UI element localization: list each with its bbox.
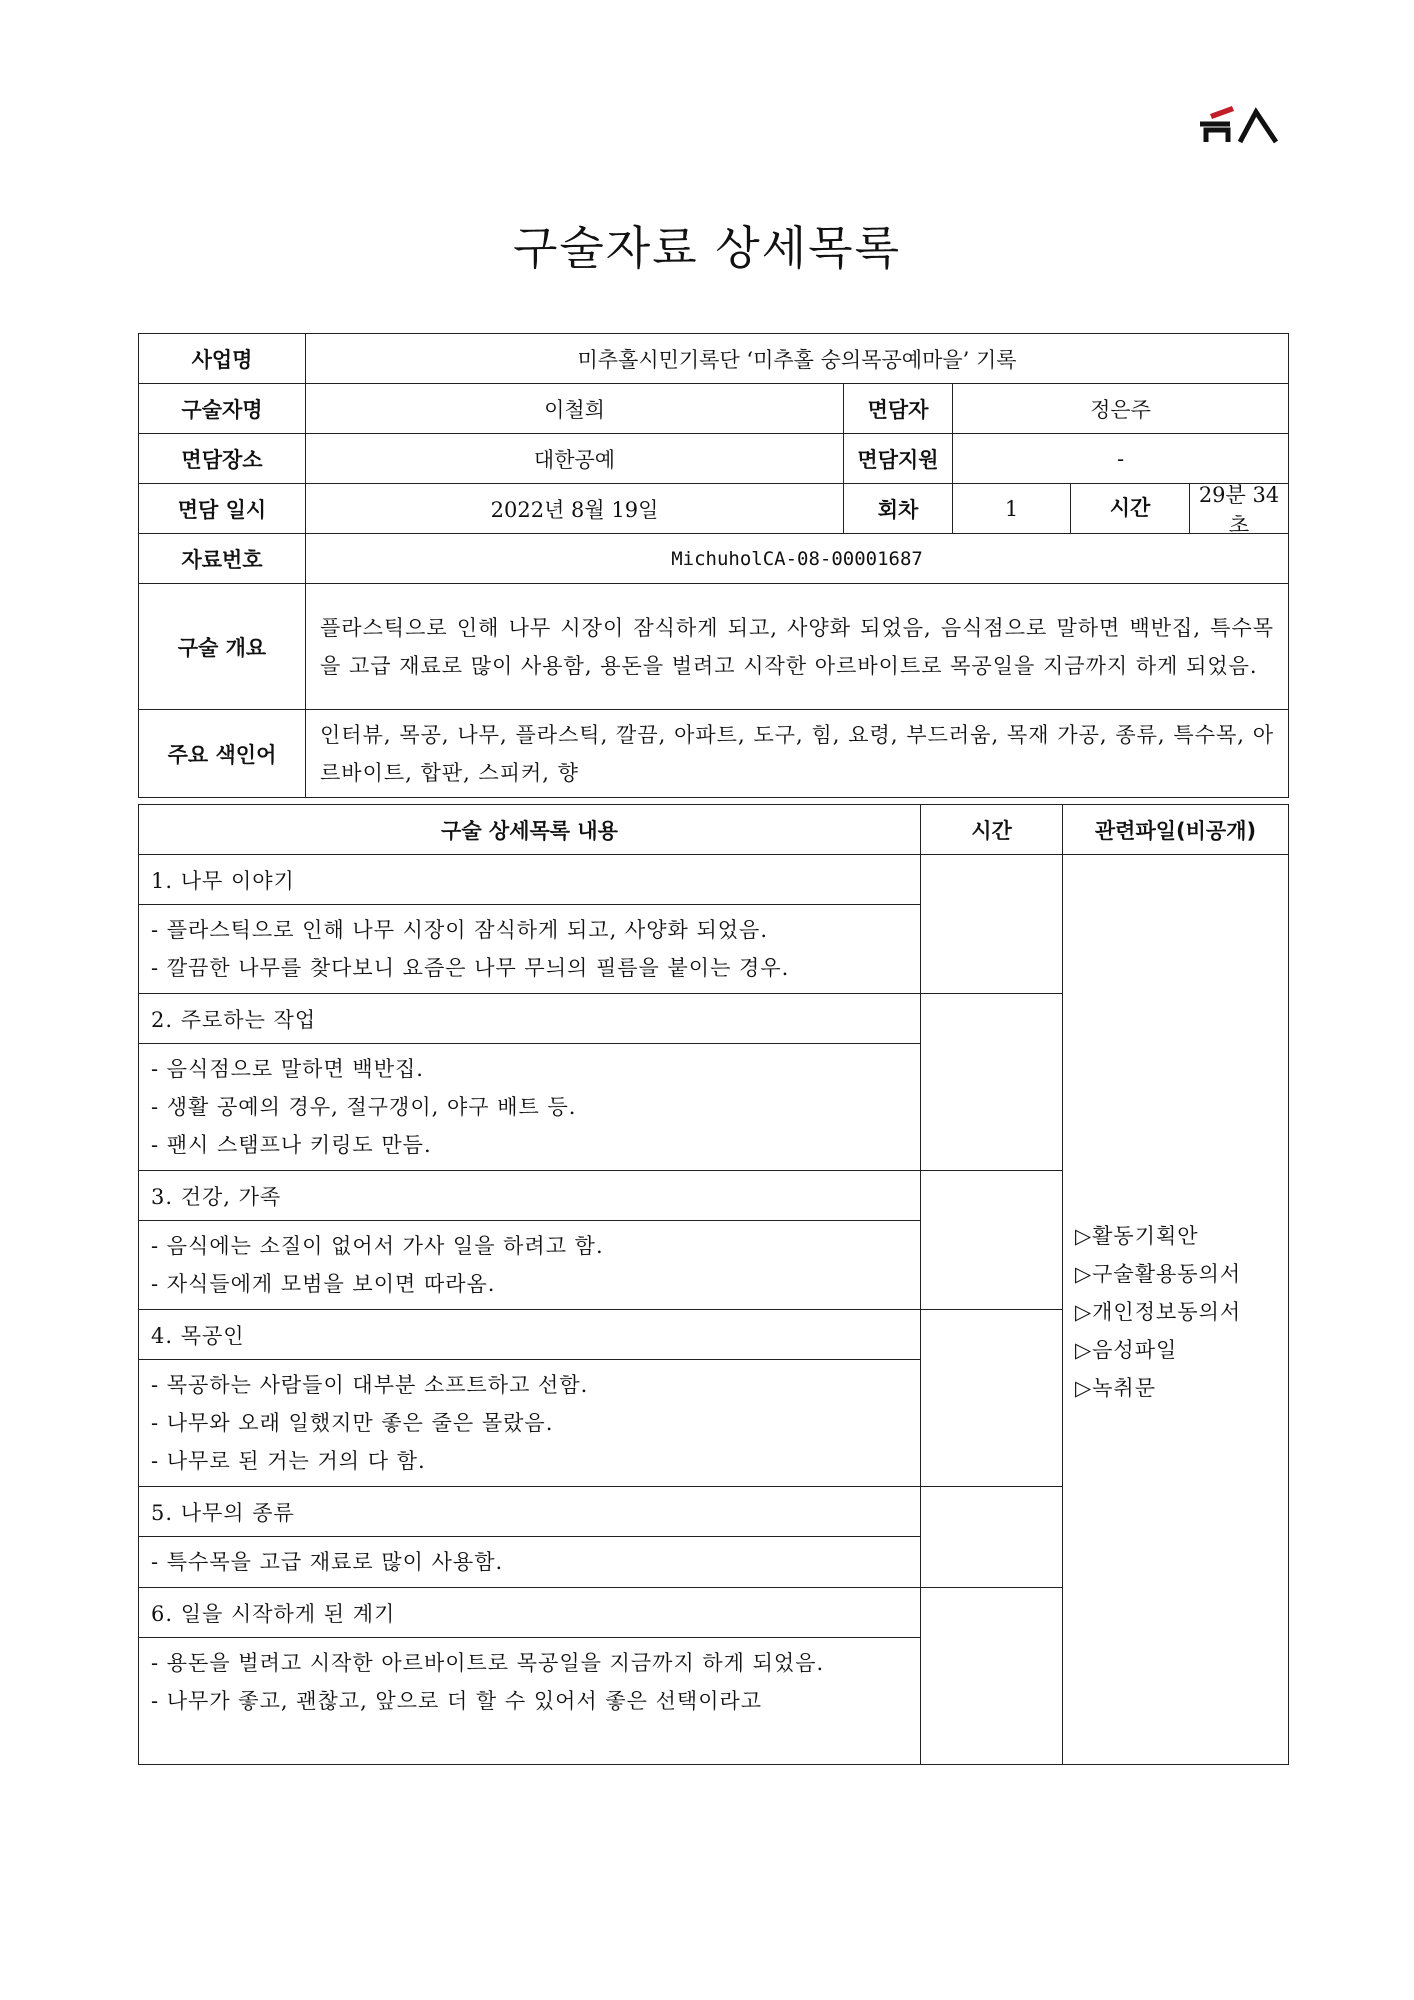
- section-time: [921, 1310, 1063, 1487]
- file-item: ▷개인정보동의서: [1075, 1300, 1242, 1324]
- date-value: 2022년 8월 19일: [306, 484, 844, 534]
- section-title: 2. 주로하는 작업: [139, 994, 921, 1044]
- date-label: 면담 일시: [139, 484, 306, 534]
- section-title: 3. 건강, 가족: [139, 1171, 921, 1221]
- record-id-label: 자료번호: [139, 534, 306, 584]
- section-details: [139, 1537, 921, 1588]
- interviewer-label: 면담자: [844, 384, 953, 434]
- detail-line: - 생활 공예의 경우, 절구갱이, 야구 배트 등.: [151, 1095, 577, 1119]
- project-value: 미추홀시민기록단 ‘미추홀 숭의목공예마을’ 기록: [306, 334, 1289, 384]
- section-details: [139, 1221, 921, 1310]
- section-time: [921, 1171, 1063, 1310]
- detail-line: - 나무로 된 거는 거의 다 함.: [151, 1449, 426, 1473]
- cultural-archive-logo: [1196, 104, 1280, 144]
- detail-line: - 자식들에게 모범을 보이면 따라옴.: [151, 1272, 496, 1296]
- summary-value: 플라스틱으로 인해 나무 시장이 잠식하게 되고, 사양화 되었음, 음식점으로 말하면 백반집, 특수목을 고급 재료로 많이 사용함, 용돈을 벌려고 시작한 아르바이트로 목공일을 지금까지 하게 되었음.: [306, 584, 1289, 710]
- file-item: ▷녹취문: [1075, 1376, 1157, 1400]
- detail-line: - 음식에는 소질이 없어서 가사 일을 하려고 함.: [151, 1234, 604, 1258]
- detail-line: - 플라스틱으로 인해 나무 시장이 잠식하게 되고, 사양화 되었음.: [151, 918, 768, 942]
- session-value: 1: [953, 484, 1071, 534]
- support-label: 면담지원: [844, 434, 953, 484]
- document-title: 구술자료 상세목록: [512, 221, 902, 275]
- narrator-label: 구술자명: [139, 384, 306, 434]
- section-title: 6. 일을 시작하게 된 계기: [139, 1588, 921, 1638]
- keywords-label: 주요 색인어: [139, 710, 306, 798]
- section-time: [921, 1588, 1063, 1765]
- detail-line: - 나무가 좋고, 괜찮고, 앞으로 더 할 수 있어서 좋은 선택이라고: [151, 1689, 763, 1713]
- details-time-header: 시간: [921, 805, 1063, 855]
- detail-line: - 팬시 스탬프나 키링도 만듬.: [151, 1133, 432, 1157]
- file-item: ▷구술활용동의서: [1075, 1262, 1242, 1286]
- project-label: 사업명: [139, 334, 306, 384]
- duration-label: 시간: [1071, 484, 1190, 533]
- details-content-header: 구술 상세목록 내용: [139, 805, 921, 855]
- related-files-cell: [1063, 855, 1289, 1765]
- summary-label: 구술 개요: [139, 584, 306, 710]
- details-files-header: 관련파일(비공개): [1063, 805, 1289, 855]
- interviewer-value: 정은주: [953, 384, 1289, 434]
- section-time: [921, 994, 1063, 1171]
- session-label: 회차: [844, 484, 953, 534]
- record-id-value: MichuholCA-08-00001687: [306, 534, 1289, 584]
- keywords-value: 인터뷰, 목공, 나무, 플라스틱, 깔끔, 아파트, 도구, 힘, 요령, 부드러움, 목재 가공, 종류, 특수목, 아르바이트, 합판, 스피커, 향: [306, 710, 1289, 798]
- narrator-value: 이철희: [306, 384, 844, 434]
- section-details: [139, 1044, 921, 1171]
- section-details: [139, 1360, 921, 1487]
- section-title: 5. 나무의 종류: [139, 1487, 921, 1537]
- section-details: [139, 1638, 921, 1765]
- section-details: [139, 905, 921, 994]
- section-time: [921, 855, 1063, 994]
- duration-value: 29분 34초: [1198, 482, 1280, 537]
- detail-line: - 특수목을 고급 재료로 많이 사용함.: [151, 1550, 504, 1574]
- related-files-list: [1075, 1217, 1276, 1407]
- detail-line: - 깔끔한 나무를 찾다보니 요즘은 나무 무늬의 필름을 붙이는 경우.: [151, 956, 790, 980]
- section-title: 4. 목공인: [139, 1310, 921, 1360]
- section-time: [921, 1487, 1063, 1588]
- detail-line: - 나무와 오래 일했지만 좋은 줄은 몰랐음.: [151, 1411, 554, 1435]
- file-item: ▷활동기획안: [1075, 1224, 1199, 1248]
- detail-line: - 용돈을 벌려고 시작한 아르바이트로 목공일을 지금까지 하게 되었음.: [151, 1651, 825, 1675]
- detail-line: - 음식점으로 말하면 백반집.: [151, 1057, 424, 1081]
- details-table: [138, 804, 1289, 1765]
- oral-record-table: [138, 333, 1289, 798]
- support-value: -: [953, 434, 1289, 484]
- file-item: ▷음성파일: [1075, 1338, 1178, 1362]
- place-label: 면담장소: [139, 434, 306, 484]
- section-title: 1. 나무 이야기: [139, 855, 921, 905]
- detail-line: - 목공하는 사람들이 대부분 소프트하고 선함.: [151, 1373, 589, 1397]
- place-value: 대한공예: [306, 434, 844, 484]
